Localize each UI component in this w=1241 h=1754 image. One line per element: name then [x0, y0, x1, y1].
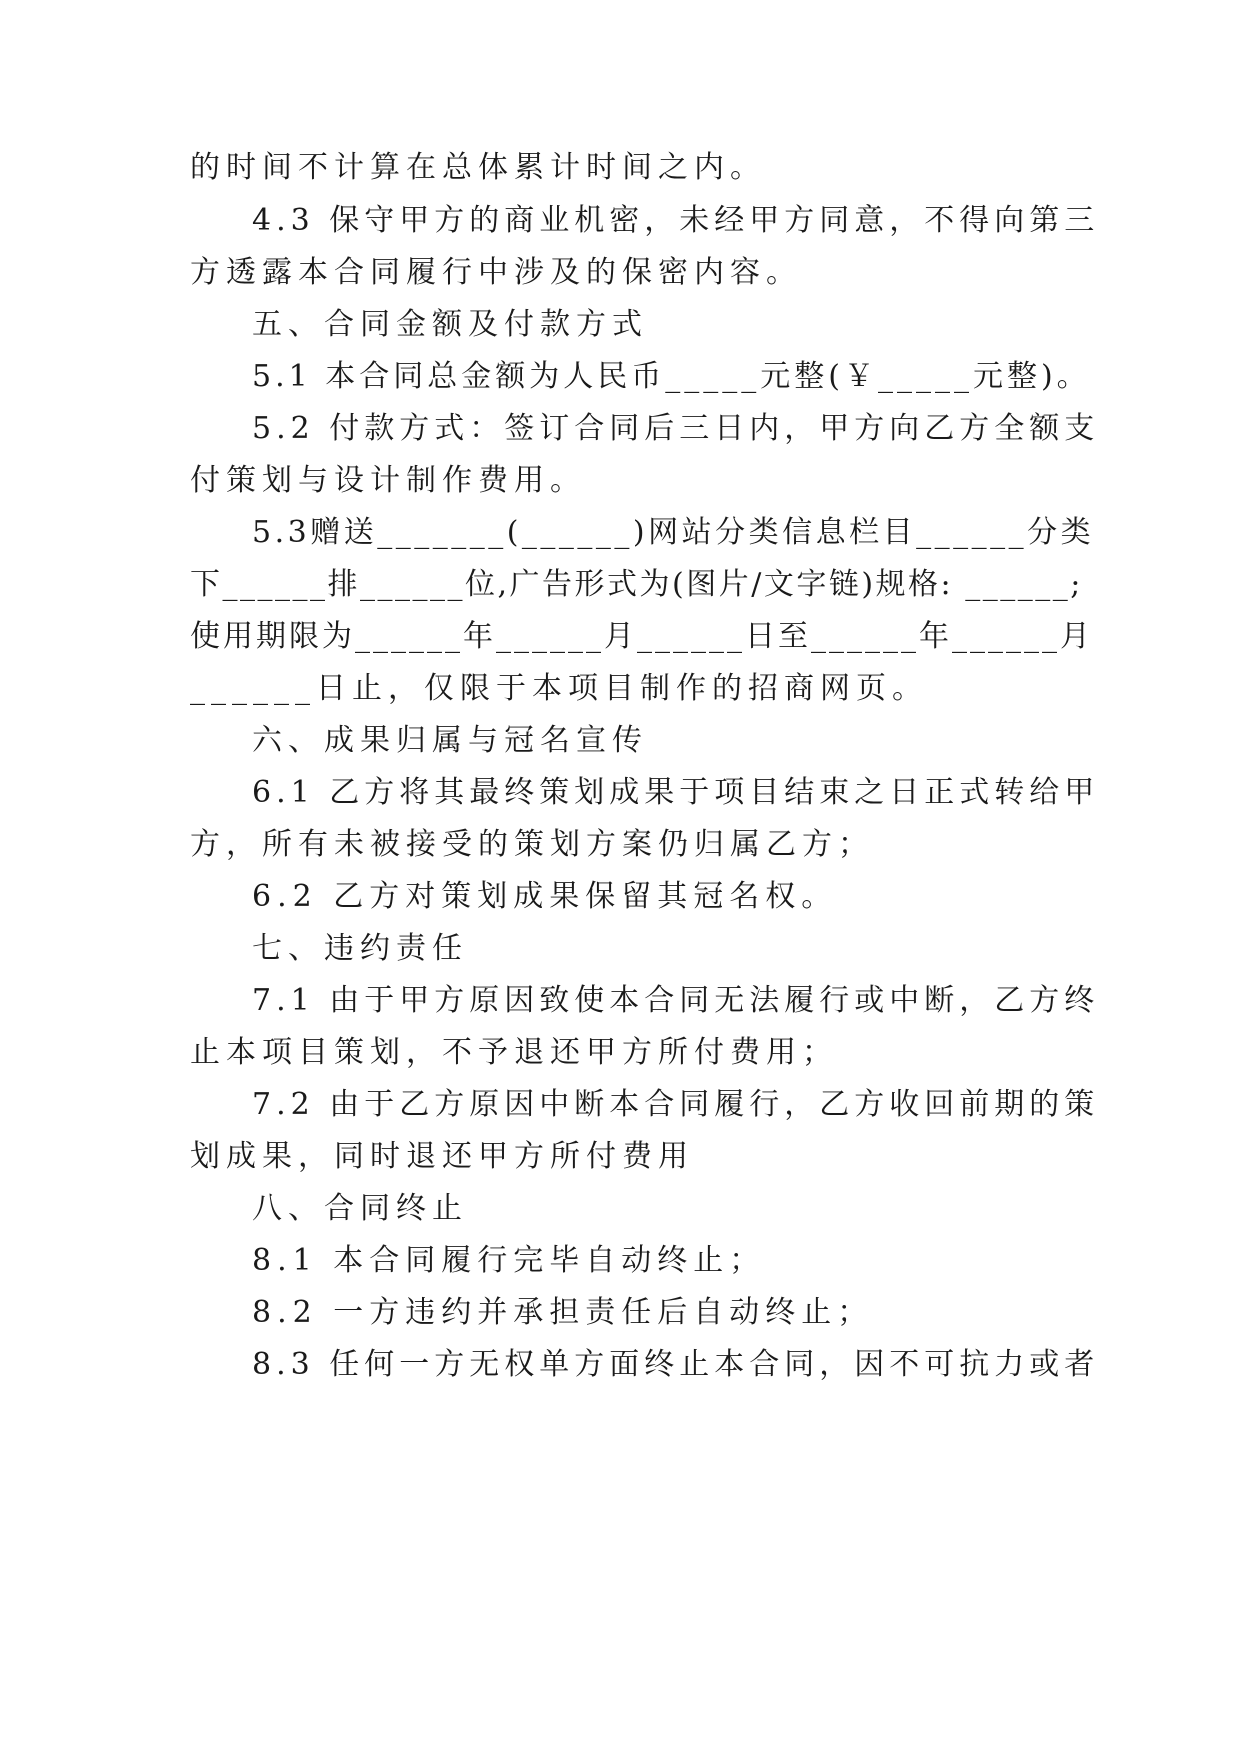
clause-5-3-line-1: 5.3赠送_______(______)网站分类信息栏目______分类 — [252, 515, 1095, 550]
section-heading-5: 五、合同金额及付款方式 — [252, 307, 648, 342]
clause-5-3-line-2: 下______排______位,广告形式为(图片/文字链)规格: ______; — [190, 567, 1083, 602]
section-heading-8: 八、合同终止 — [252, 1191, 468, 1226]
clause-5-1: 5.1 本合同总金额为人民币_____元整(￥_____元整)。 — [252, 359, 1091, 394]
clause-6-1-line-1: 6.1 乙方将其最终策划成果于项目结束之日正式转给甲 — [252, 775, 1100, 810]
clause-5-2-line-1: 5.2 付款方式：签订合同后三日内，甲方向乙方全额支 — [252, 411, 1100, 446]
clause-4-3-line-2: 方透露本合同履行中涉及的保密内容。 — [190, 255, 802, 290]
clause-5-3-line-4: ______日止，仅限于本项目制作的招商网页。 — [190, 671, 928, 706]
clause-8-1: 8.1 本合同履行完毕自动终止； — [252, 1243, 766, 1278]
clause-7-2-line-1: 7.2 由于乙方原因中断本合同履行，乙方收回前期的策 — [252, 1087, 1100, 1122]
section-heading-7: 七、违约责任 — [252, 931, 468, 966]
clause-6-2: 6.2 乙方对策划成果保留其冠名权。 — [252, 879, 838, 914]
clause-7-1-line-2: 止本项目策划，不予退还甲方所付费用； — [190, 1035, 838, 1070]
clause-4-3-line-1: 4.3 保守甲方的商业机密，未经甲方同意，不得向第三 — [252, 203, 1100, 238]
clause-8-3-line-1: 8.3 任何一方无权单方面终止本合同，因不可抗力或者 — [252, 1347, 1100, 1382]
clause-5-2-line-2: 付策划与设计制作费用。 — [190, 463, 586, 498]
clause-6-1-line-2: 方，所有未被接受的策划方案仍归属乙方； — [190, 827, 874, 862]
section-heading-6: 六、成果归属与冠名宣传 — [252, 723, 648, 758]
clause-7-1-line-1: 7.1 由于甲方原因致使本合同无法履行或中断，乙方终 — [252, 983, 1100, 1018]
clause-8-2: 8.2 一方违约并承担责任后自动终止； — [252, 1295, 874, 1330]
paragraph-line: 的时间不计算在总体累计时间之内。 — [190, 150, 766, 185]
clause-7-2-line-2: 划成果，同时退还甲方所付费用 — [190, 1139, 694, 1174]
clause-5-3-line-3: 使用期限为______年______月______日至______年______月 — [190, 619, 1093, 654]
